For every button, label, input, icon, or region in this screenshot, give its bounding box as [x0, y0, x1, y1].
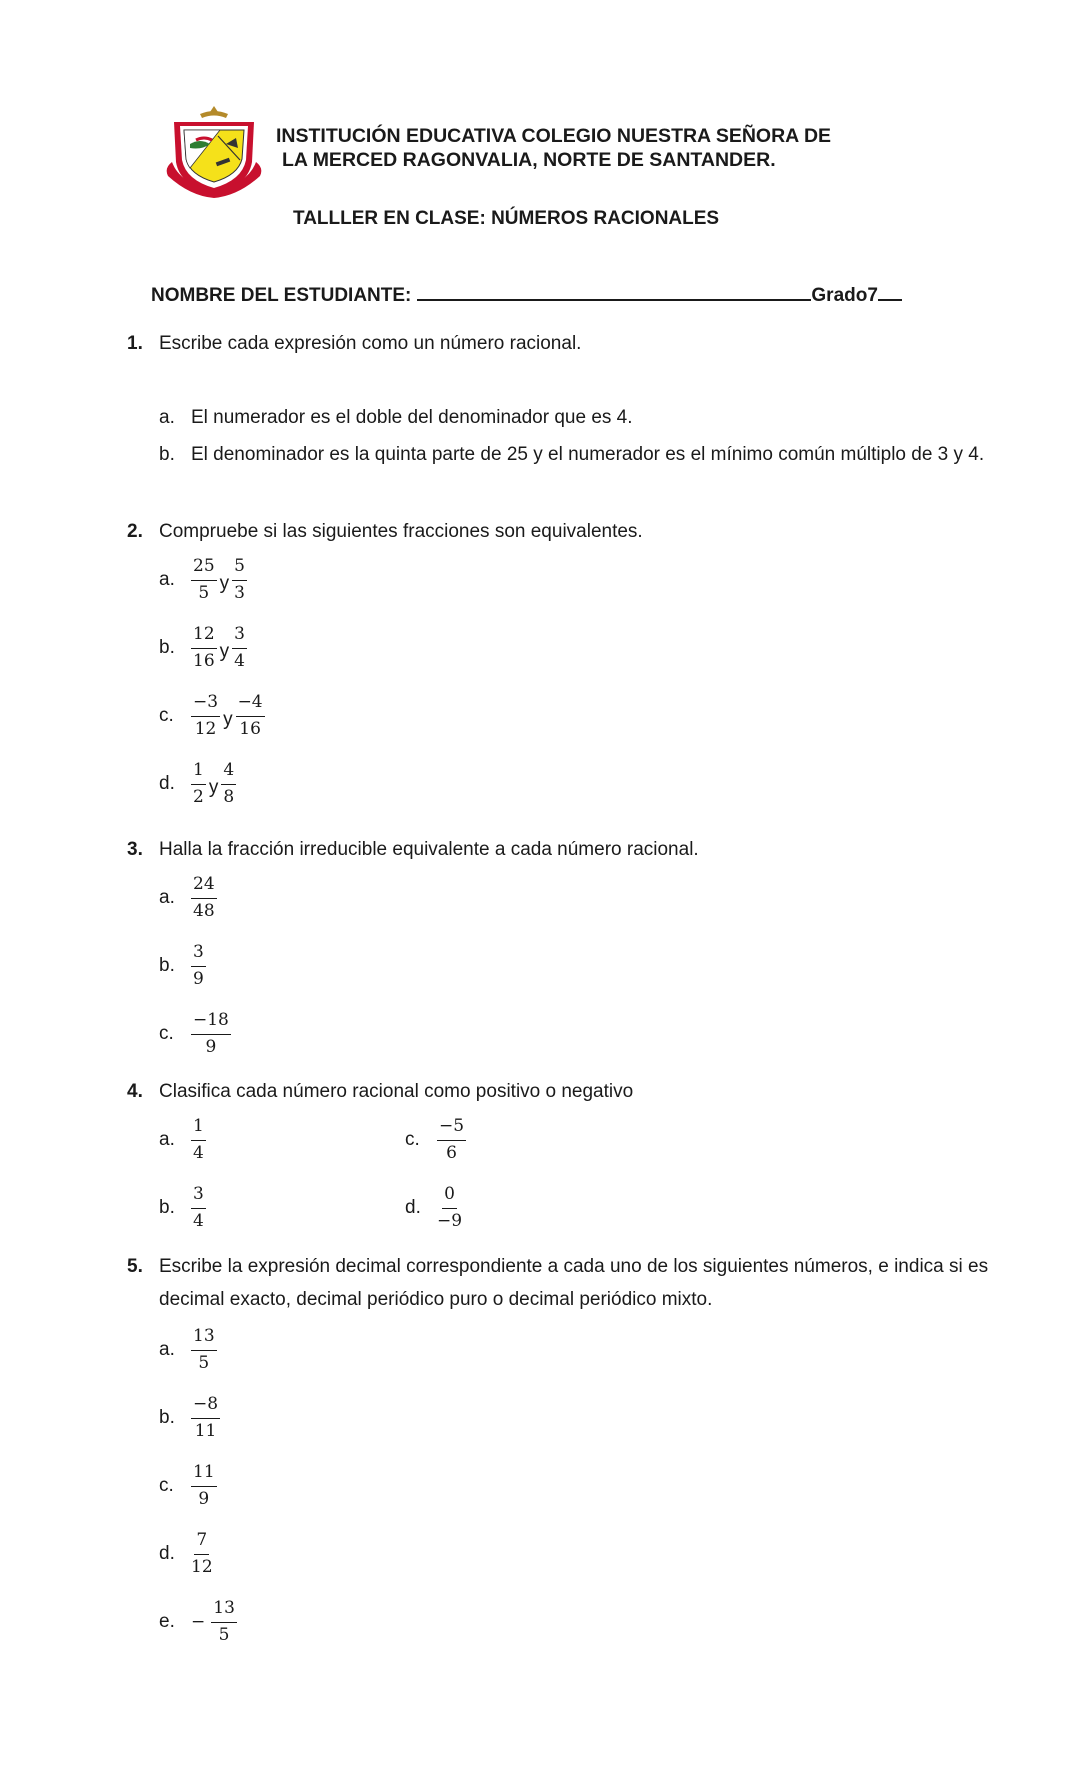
q4-item-d: [405, 1184, 462, 1232]
q1-item-b: [159, 444, 984, 466]
fraction: [232, 556, 247, 604]
fraction: [437, 1184, 462, 1232]
institution-line-1: INSTITUCIÓN EDUCATIVA COLEGIO NUESTRA SEÑORA DE: [276, 125, 832, 147]
numerator: −8: [191, 1394, 220, 1419]
fraction: [191, 1010, 231, 1058]
conjunction: y: [219, 641, 230, 662]
numerator: 12: [191, 624, 217, 649]
numerator: 24: [191, 874, 217, 899]
question-number: 3.: [127, 839, 143, 860]
numerator: 25: [191, 556, 217, 581]
question-4: [127, 1075, 633, 1108]
numerator: 13: [191, 1326, 217, 1351]
q5-item-e: [159, 1598, 237, 1646]
denominator: 6: [446, 1143, 457, 1163]
denominator: 9: [193, 969, 204, 989]
item-letter: a.: [159, 887, 175, 908]
item-letter: d.: [159, 1543, 175, 1564]
numerator: 13: [211, 1598, 237, 1623]
item-letter: e.: [159, 1611, 175, 1632]
fraction: [191, 624, 217, 672]
q5-item-a: [159, 1326, 217, 1374]
q3-item-c: [159, 1010, 231, 1058]
q5-item-c: [159, 1462, 217, 1510]
question-number: 2.: [127, 521, 143, 542]
fraction: [191, 942, 206, 990]
item-letter: c.: [159, 1475, 174, 1496]
fraction: [236, 692, 265, 740]
grade-blank[interactable]: [878, 281, 902, 301]
student-name-blank[interactable]: [417, 281, 811, 301]
denominator: 3: [234, 583, 245, 603]
numerator: 3: [191, 942, 206, 967]
denominator: 12: [194, 719, 217, 739]
fraction: [191, 1116, 206, 1164]
fraction: [437, 1116, 466, 1164]
q3-item-b: [159, 942, 206, 990]
q3-item-a: [159, 874, 217, 922]
numerator: 7: [194, 1530, 209, 1555]
institution-line-2: LA MERCED RAGONVALIA, NORTE DE SANTANDER.: [282, 149, 776, 171]
numerator: 4: [221, 760, 236, 785]
numerator: 0: [442, 1184, 457, 1209]
student-name-row: [151, 281, 902, 307]
numerator: 1: [191, 760, 206, 785]
question-1: [127, 327, 581, 360]
school-crest-logo: [160, 104, 268, 200]
denominator: 12: [191, 1557, 213, 1577]
q2-item-b: [159, 624, 247, 672]
item-letter: b.: [159, 444, 175, 465]
item-letter: d.: [159, 773, 175, 794]
question-text: Compruebe si las siguientes fracciones son equivalentes.: [159, 521, 643, 542]
item-letter: a.: [159, 407, 175, 428]
numerator: 11: [191, 1462, 217, 1487]
fraction: [191, 1184, 206, 1232]
fraction: [191, 874, 217, 922]
worksheet-title: TALLLER EN CLASE: NÚMEROS RACIONALES: [293, 208, 720, 229]
question-text: Halla la fracción irreducible equivalente a cada número racional.: [159, 839, 699, 860]
item-letter: c.: [159, 1023, 174, 1044]
denominator: 9: [205, 1037, 217, 1057]
denominator: −9: [437, 1211, 463, 1231]
fraction: [211, 1598, 237, 1646]
denominator: 4: [234, 651, 245, 671]
item-letter: b.: [159, 1407, 175, 1428]
question-3: [127, 833, 699, 866]
fraction: [191, 1462, 217, 1510]
question-number: 5.: [127, 1256, 143, 1277]
fraction: [232, 624, 247, 672]
q4-item-a: [159, 1116, 206, 1164]
item-letter: a.: [159, 1339, 175, 1360]
denominator: 4: [193, 1211, 204, 1231]
grade-label: Grado7: [811, 285, 878, 306]
numerator: 5: [232, 556, 247, 581]
question-2: [127, 515, 643, 548]
q4-item-c: [405, 1116, 466, 1164]
fraction: [191, 760, 206, 808]
numerator: −3: [191, 692, 220, 717]
negative-sign: −: [191, 1612, 206, 1632]
question-text-line-1: Escribe la expresión decimal correspondiente a cada uno de los siguientes números, e indica si es: [159, 1256, 989, 1277]
item-letter: c.: [405, 1129, 420, 1150]
q1-item-a: [159, 407, 633, 429]
denominator: 4: [193, 1143, 204, 1163]
numerator: −5: [437, 1116, 466, 1141]
conjunction: y: [219, 573, 230, 594]
numerator: 1: [191, 1116, 206, 1141]
item-letter: c.: [159, 705, 174, 726]
numerator: −4: [236, 692, 265, 717]
fraction: [191, 1394, 220, 1442]
item-letter: b.: [159, 1197, 175, 1218]
fraction: [191, 1326, 217, 1374]
fraction: [191, 1530, 213, 1578]
item-letter: b.: [159, 955, 175, 976]
q2-item-a: [159, 556, 247, 604]
q2-item-c: [159, 692, 265, 740]
numerator: −18: [191, 1010, 231, 1035]
institution-name: [276, 124, 831, 172]
numerator: 3: [232, 624, 247, 649]
fraction: [191, 556, 217, 604]
item-text: El denominador es la quinta parte de 25 y el numerador es el mínimo común múltiplo de 3 y 4.: [191, 444, 985, 465]
q5-item-d: [159, 1530, 213, 1578]
denominator: 9: [198, 1489, 210, 1509]
question-5: [127, 1250, 1027, 1316]
denominator: 11: [194, 1421, 217, 1441]
item-letter: d.: [405, 1197, 421, 1218]
denominator: 16: [193, 651, 215, 671]
item-letter: a.: [159, 1129, 175, 1150]
q4-item-b: [159, 1184, 206, 1232]
numerator: 3: [191, 1184, 206, 1209]
denominator: 5: [218, 1625, 230, 1645]
fraction: [191, 692, 220, 740]
q5-item-b: [159, 1394, 220, 1442]
denominator: 2: [193, 787, 204, 807]
question-number: 4.: [127, 1081, 143, 1102]
denominator: 16: [239, 719, 261, 739]
question-number: 1.: [127, 333, 143, 354]
conjunction: y: [208, 777, 219, 798]
denominator: 5: [198, 1353, 210, 1373]
question-text-line-2: decimal exacto, decimal periódico puro o decimal periódico mixto.: [159, 1289, 713, 1310]
denominator: 8: [223, 787, 235, 807]
item-text: El numerador es el doble del denominador que es 4.: [191, 407, 633, 428]
item-letter: b.: [159, 637, 175, 658]
question-text: Escribe cada expresión como un número racional.: [159, 333, 582, 354]
question-text: Clasifica cada número racional como positivo o negativo: [159, 1081, 634, 1102]
fraction: [221, 760, 236, 808]
q2-item-d: [159, 760, 236, 808]
student-name-label: NOMBRE DEL ESTUDIANTE:: [151, 285, 412, 306]
conjunction: y: [223, 709, 233, 730]
denominator: 5: [198, 583, 210, 603]
denominator: 48: [193, 901, 215, 921]
item-letter: a.: [159, 569, 175, 590]
